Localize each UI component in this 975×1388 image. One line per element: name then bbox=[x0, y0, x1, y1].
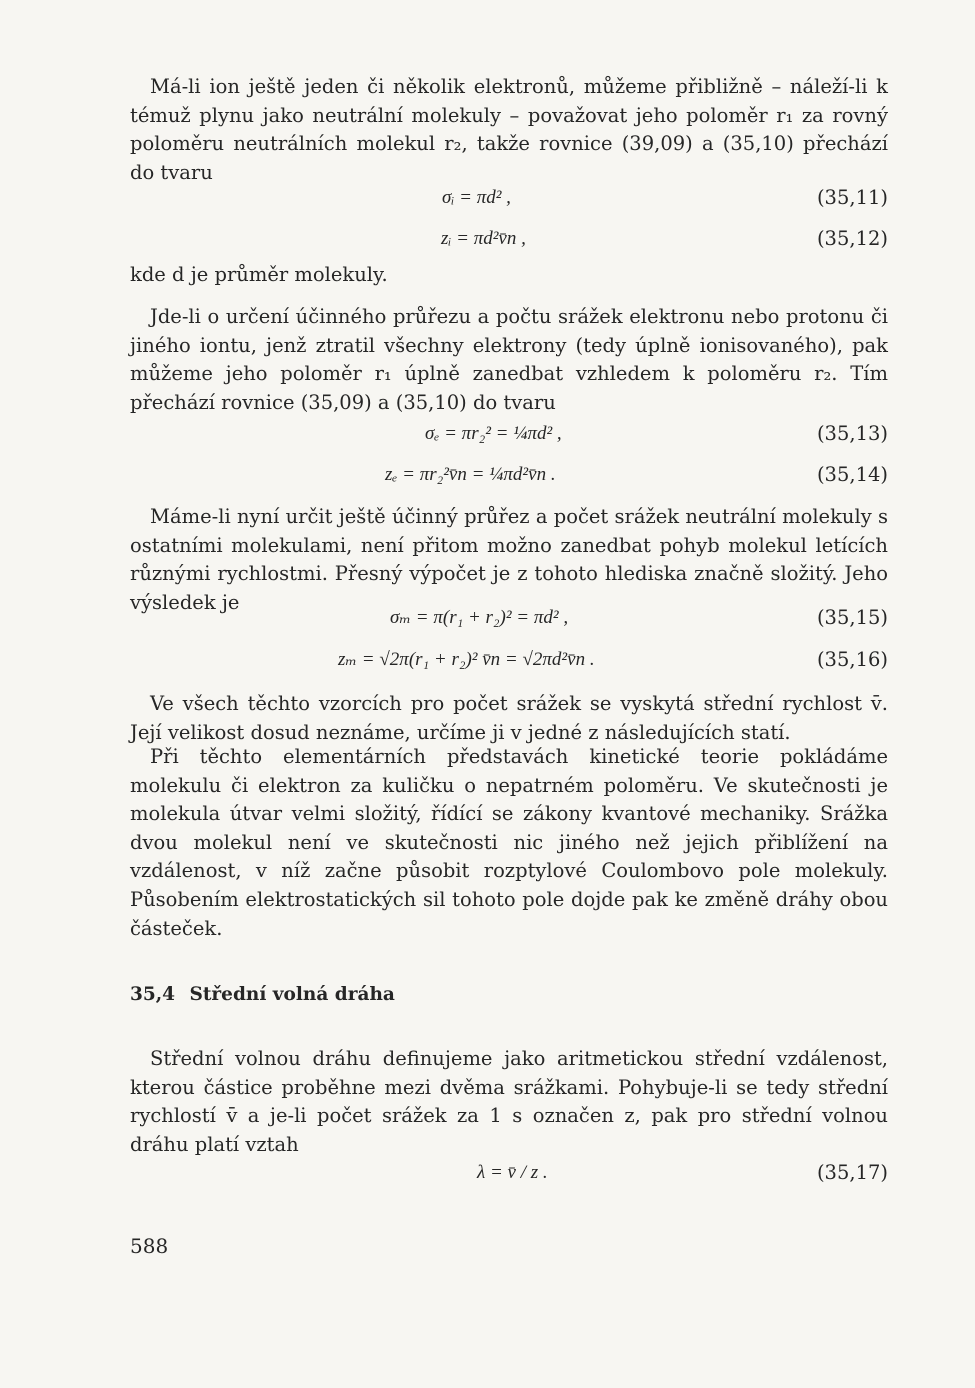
paragraph-ion-radius: Má-li ion ještě jeden či několik elektronů, můžeme přibližně – náleží-li k témuž plynu jako neutrální molekuly – považovat jeho poloměr r₁ za rovný poloměru neutrálních molekul r₂, takže rovnice (39,09) a (35,10) přechází do tvaru bbox=[130, 75, 888, 184]
equation-number: (35,12) bbox=[816, 227, 888, 250]
equation-number: (35,15) bbox=[816, 606, 888, 629]
equation-expression: λ = v̄ / z . bbox=[477, 1162, 548, 1183]
equation-number: (35,13) bbox=[816, 422, 888, 445]
section-heading bbox=[130, 981, 395, 1009]
equation-number: (35,16) bbox=[816, 648, 888, 671]
equation-expression: zₘ = √2π(r₁ + r₂)² v̄n = √2πd²v̄n . bbox=[338, 649, 595, 670]
paragraph-mean-velocity: Ve všech těchto vzorcích pro počet srážek se vyskytá střední rychlost v̄. Její velikost dosud neznáme, určíme ji v jedné z následujících statí. bbox=[130, 692, 888, 744]
paragraph-diameter-note: kde d je průměr molekuly. bbox=[130, 263, 388, 286]
equation-35-12 bbox=[130, 224, 888, 256]
equation-number: (35,17) bbox=[816, 1161, 888, 1184]
equation-35-14 bbox=[130, 460, 888, 492]
equation-expression: zᵢ = πd²v̄n , bbox=[441, 228, 526, 249]
paragraph-electron-proton: Jde-li o určení účinného průřezu a počtu srážek elektronu nebo protonu či jiného iontu, jenž ztratil všechny elektrony (tedy úplně ionisovaného), pak můžeme jeho poloměr r₁ úplně zanedbat vzhledem k poloměru r₂. Tím přechází rovnice (35,09) a (35,10) do tvaru bbox=[130, 305, 888, 414]
equation-35-11 bbox=[130, 183, 888, 215]
paragraph-kinetic-theory: Při těchto elementárních představách kinetické teorie pokládáme molekulu či elektron za kuličku o nepatrném poloměru. Ve skutečnosti je molekula útvar velmi složitý, řídící se zákony kvantové mechaniky. Srážka dvou molekul není ve skutečnosti nic jiného než jejich přiblížení na vzdálenost, v níž začne působit rozptylové Coulombovo pole molekuly. Působením elektrostatických sil tohoto pole dojde pak ke změně dráhy obou částeček. bbox=[130, 745, 888, 940]
equation-35-17 bbox=[130, 1158, 888, 1190]
equation-expression: σₘ = π(r₁ + r₂)² = πd² , bbox=[390, 607, 569, 628]
section-title: Střední volná dráha bbox=[189, 984, 395, 1005]
page-number: 588 bbox=[130, 1234, 169, 1258]
equation-expression: σₑ = πr₂² = ¼πd² , bbox=[425, 423, 562, 444]
paragraph-neutral-molecule: Máme-li nyní určit ještě účinný průřez a počet srážek neutrální molekuly s ostatními molekulami, není přitom možno zanedbat pohyb molekul letících různými rychlostmi. Přesný výpočet je z tohoto hlediska značně složitý. Jeho výsledek je bbox=[130, 505, 888, 614]
equation-expression: zₑ = πr₂²v̄n = ¼πd²v̄n . bbox=[385, 464, 556, 485]
equation-35-16 bbox=[130, 645, 888, 677]
equation-35-13 bbox=[130, 419, 888, 451]
equation-35-15 bbox=[130, 603, 888, 635]
equation-expression: σᵢ = πd² , bbox=[442, 187, 511, 208]
section-number: 35,4 bbox=[130, 984, 176, 1005]
paragraph-mean-free-path: Střední volnou dráhu definujeme jako aritmetickou střední vzdálenost, kterou částice proběhne mezi dvěma srážkami. Pohybuje-li se tedy střední rychlostí v̄ a je-li počet srážek za 1 s označen z, pak pro střední volnou dráhu platí vztah bbox=[130, 1047, 888, 1156]
equation-number: (35,14) bbox=[816, 463, 888, 486]
equation-number: (35,11) bbox=[816, 186, 888, 209]
